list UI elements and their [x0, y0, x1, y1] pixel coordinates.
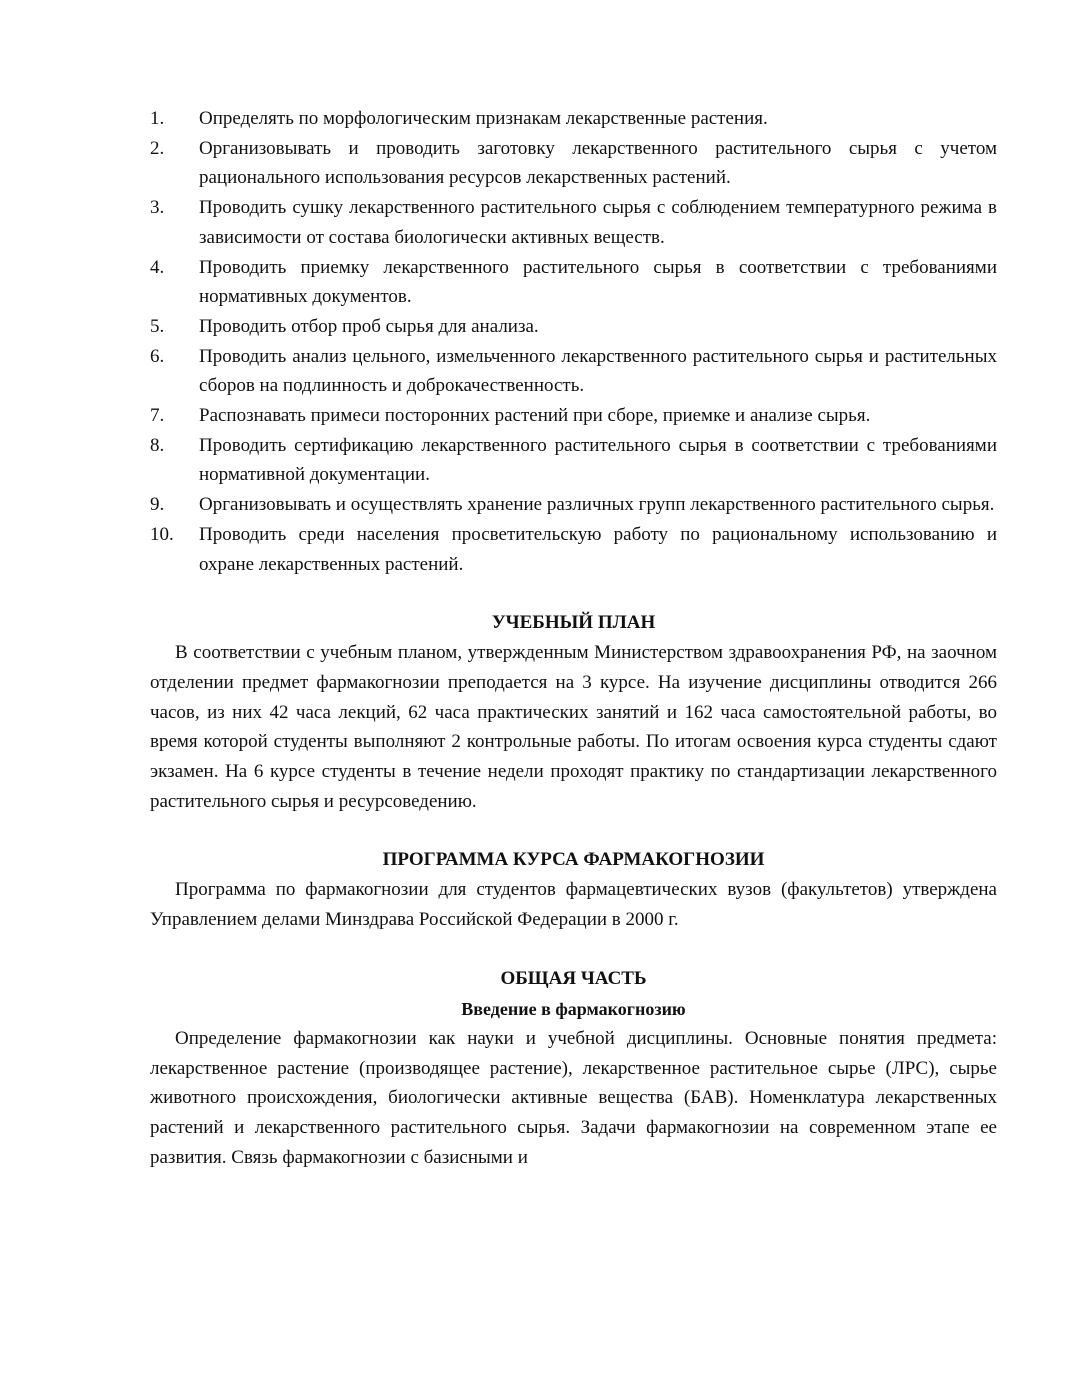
list-item — [150, 104, 997, 134]
list-item — [150, 193, 997, 252]
list-item — [150, 401, 997, 431]
list-item-number: 4. — [150, 256, 165, 278]
list-item-text: Определять по морфологическим признакам лекарственные растения. — [199, 108, 768, 129]
introduction-subheading: Введение в фармакогнозию — [461, 998, 686, 1019]
list-item-text: Проводить среди населения просветительскую работу по рациональному использованию и охране лекарственных растений. — [199, 523, 997, 575]
list-item-text: Проводить анализ цельного, измельченного лекарственного растительного сырья и растительных сборов на подлинность и доброкачественность. — [199, 345, 997, 397]
list-item-number: 6. — [150, 345, 165, 367]
list-item — [150, 342, 997, 401]
list-item-number: 2. — [150, 137, 165, 159]
list-item-text: Проводить сушку лекарственного растительного сырья с соблюдением температурного режима в зависимости от состава биологически активных веществ. — [199, 197, 997, 248]
list-item-number: 10. — [150, 523, 174, 545]
list-item — [150, 431, 997, 490]
list-item — [150, 312, 997, 342]
list-item — [150, 253, 997, 312]
list-item-text: Организовывать и проводить заготовку лекарственного растительного сырья с учетом рационального использования ресурсов лекарственных растений. — [199, 137, 997, 189]
list-item-number: 8. — [150, 434, 165, 456]
general-part-heading: ОБЩАЯ ЧАСТЬ — [500, 967, 647, 989]
list-item-number: 9. — [150, 494, 165, 516]
list-item-text: Проводить сертификацию лекарственного растительного сырья в соответствии с требованиями нормативной документации. — [199, 434, 997, 486]
list-item-text: Проводить приемку лекарственного растительного сырья в соответствии с требованиями нормативных документов. — [199, 256, 997, 308]
study-plan-paragraph: В соответствии с учебным планом, утвержденным Министерством здравоохранения РФ, на заочном отделении предмет фармакогнозии преподается на 3 курсе. На изучение дисциплины отводится 266 часов, из них 42 часа лекций, 62 часа практических занятий и 162 часа самостоятельной работы, во время которой студенты выполняют 2 контрольные работы. По итогам освоения курса студенты сдают экзамен. На 6 курсе студенты в течение недели проходят практику по стандартизации лекарственного растительного сырья и ресурсоведению. — [150, 642, 997, 812]
skills-list — [150, 104, 997, 579]
list-item-number: 1. — [150, 108, 165, 129]
introduction-paragraph: Определение фармакогнозии как науки и учебной дисциплины. Основные понятия предмета: лекарственное растение (производящее растение), лекарственное растительное сырье (ЛРС), сырье животного происхождения, биологически активные вещества (БАВ). Номенклатура лекарственных растений и лекарственного растительного сырья. Задачи фармакогнозии на современном этапе ее развития. Связь фармакогнозии с базисными и — [150, 1027, 997, 1168]
list-item-text: Организовывать и осуществлять хранение различных групп лекарственного растительного сырья. — [199, 494, 995, 516]
list-item-number: 3. — [150, 197, 165, 219]
list-item — [150, 520, 997, 579]
list-item-number: 5. — [150, 315, 165, 337]
course-program-heading: ПРОГРАММА КУРСА ФАРМАКОГНОЗИИ — [382, 849, 765, 871]
list-item — [150, 134, 997, 193]
list-item-text: Распознавать примеси посторонних растений при сборе, приемке и анализе сырья. — [199, 405, 871, 427]
list-item-text: Проводить отбор проб сырья для анализа. — [199, 315, 539, 337]
list-item — [150, 490, 997, 520]
study-plan-heading: УЧЕБНЫЙ ПЛАН — [491, 612, 656, 634]
list-item-number: 7. — [150, 405, 165, 427]
course-program-paragraph: Программа по фармакогнозии для студентов фармацевтических вузов (факультетов) утверждена Управлением делами Минздрава Российской Федерации в 2000 г. — [150, 879, 997, 931]
